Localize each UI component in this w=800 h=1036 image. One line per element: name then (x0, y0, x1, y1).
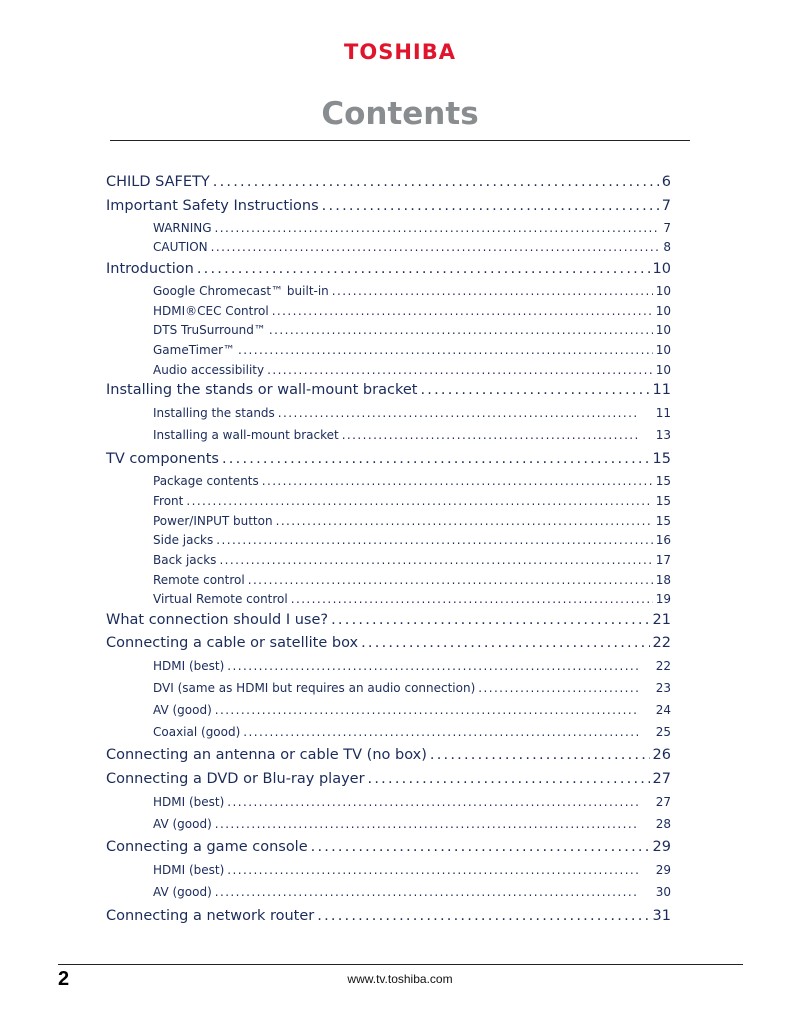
toc-section-entry[interactable] (106, 198, 671, 214)
toc-section-entry[interactable] (106, 771, 671, 787)
toc-section-entry[interactable] (106, 261, 671, 277)
dot-leader (278, 406, 638, 420)
toc-subsection-entry[interactable] (153, 885, 671, 899)
toc-entry-label: HDMI (best) (153, 659, 225, 673)
toc-subsection-entry[interactable] (153, 428, 671, 442)
dot-leader (331, 612, 649, 628)
toc-entry-label: Connecting a cable or satellite box (106, 635, 359, 651)
toc-entry-page: 27 (652, 771, 671, 787)
toc-entry-label: TV components (106, 451, 219, 467)
toc-entry-page: 29 (655, 863, 671, 877)
dot-leader (216, 533, 652, 547)
toc-entry-page: 8 (663, 240, 671, 254)
dot-leader (227, 659, 638, 673)
toc-entry-label: Installing the stands or wall-mount bracket (106, 382, 418, 398)
toc-subsection-entry[interactable] (153, 703, 671, 717)
toc-entry-label: Back jacks (153, 553, 217, 567)
toc-entry-page: 13 (655, 428, 671, 442)
toc-entry-page: 19 (655, 592, 671, 606)
toc-entry-label: Connecting an antenna or cable TV (no box) (106, 747, 427, 763)
toc-section-entry[interactable] (106, 612, 671, 628)
toc-entry-page: 15 (655, 514, 671, 528)
toc-entry-label: WARNING (153, 221, 212, 235)
toc-subsection-entry[interactable] (153, 363, 671, 377)
dot-leader (215, 703, 638, 717)
toc-entry-page: 22 (652, 635, 671, 651)
dot-leader (262, 474, 653, 488)
toc-entry-label: Connecting a game console (106, 839, 308, 855)
toc-entry-label: AV (good) (153, 885, 212, 899)
toc-entry-label: Installing a wall-mount bracket (153, 428, 339, 442)
toc-entry-page: 10 (655, 363, 671, 377)
toc-entry-label: Remote control (153, 573, 245, 587)
dot-leader (332, 284, 653, 298)
toc-section-entry[interactable] (106, 747, 671, 763)
toc-entry-page: 18 (655, 573, 671, 587)
toc-subsection-entry[interactable] (153, 659, 671, 673)
toc-section-entry[interactable] (106, 839, 671, 855)
dot-leader (197, 261, 650, 277)
dot-leader (322, 198, 659, 214)
dot-leader (276, 514, 653, 528)
footer-url: www.tv.toshiba.com (347, 972, 453, 986)
toc-subsection-entry[interactable] (153, 221, 671, 235)
toc-entry-page: 28 (655, 817, 671, 831)
toc-entry-page: 27 (655, 795, 671, 809)
dot-leader (243, 725, 638, 739)
toc-entry-label: Side jacks (153, 533, 214, 547)
dot-leader (342, 428, 638, 442)
toc-entry-page: 25 (655, 725, 671, 739)
dot-leader (267, 363, 653, 377)
dot-leader (238, 343, 653, 357)
toc-entry-label: DTS TruSurround™ (153, 323, 266, 337)
toc-section-entry[interactable] (106, 174, 671, 190)
dot-leader (227, 863, 638, 877)
toc-subsection-entry[interactable] (153, 240, 671, 254)
dot-leader (248, 573, 653, 587)
toc-entry-label: DVI (same as HDMI but requires an audio connection) (153, 681, 476, 695)
dot-leader (215, 221, 661, 235)
toc-entry-label: GameTimer™ (153, 343, 236, 357)
dot-leader (291, 592, 653, 606)
toc-entry-page: 11 (655, 406, 671, 420)
toc-subsection-entry[interactable] (153, 725, 671, 739)
toc-subsection-entry[interactable] (153, 553, 671, 567)
brand-logo: TOSHIBA (344, 40, 456, 64)
dot-leader (215, 885, 638, 899)
toc-entry-page: 24 (655, 703, 671, 717)
dot-leader (211, 240, 661, 254)
toc-entry-label: Package contents (153, 474, 259, 488)
toc-entry-page: 10 (655, 323, 671, 337)
toc-subsection-entry[interactable] (153, 406, 671, 420)
toc-section-entry[interactable] (106, 635, 671, 651)
toc-entry-page: 23 (655, 681, 671, 695)
toc-subsection-entry[interactable] (153, 863, 671, 877)
toc-subsection-entry[interactable] (153, 795, 671, 809)
toc-entry-label: CAUTION (153, 240, 208, 254)
toc-entry-label: Connecting a network router (106, 908, 315, 924)
toc-entry-label: Virtual Remote control (153, 592, 288, 606)
toc-subsection-entry[interactable] (153, 304, 671, 318)
dot-leader (227, 795, 638, 809)
toc-entry-label: HDMI (best) (153, 795, 225, 809)
toc-entry-label: Coaxial (good) (153, 725, 241, 739)
toc-subsection-entry[interactable] (153, 514, 671, 528)
toc-entry-label: What connection should I use? (106, 612, 329, 628)
toc-section-entry[interactable] (106, 908, 671, 924)
toc-entry-page: 16 (655, 533, 671, 547)
toc-entry-label: Connecting a DVD or Blu-ray player (106, 771, 365, 787)
page-number: 2 (58, 968, 70, 990)
toc-entry-page: 26 (652, 747, 671, 763)
dot-leader (219, 553, 652, 567)
toc-subsection-entry[interactable] (153, 323, 671, 337)
toc-entry-label: CHILD SAFETY (106, 174, 210, 190)
toc-entry-label: Front (153, 494, 184, 508)
toc-entry-page: 10 (652, 261, 671, 277)
toc-entry-label: AV (good) (153, 817, 212, 831)
toc-subsection-entry[interactable] (153, 592, 671, 606)
toc-subsection-entry[interactable] (153, 343, 671, 357)
toc-entry-label: Google Chromecast™ built-in (153, 284, 329, 298)
dot-leader (361, 635, 649, 651)
toc-entry-page: 22 (655, 659, 671, 673)
toc-entry-label: Audio accessibility (153, 363, 265, 377)
toc-entry-page: 6 (661, 174, 671, 190)
dot-leader (222, 451, 650, 467)
toc-entry-page: 7 (663, 221, 671, 235)
dot-leader (478, 681, 638, 695)
toc-entry-page: 10 (655, 304, 671, 318)
toc-entry-page: 30 (655, 885, 671, 899)
toc-entry-label: Introduction (106, 261, 194, 277)
dot-leader (368, 771, 650, 787)
toc-subsection-entry[interactable] (153, 494, 671, 508)
toc-section-entry[interactable] (106, 382, 671, 398)
toc-entry-page: 11 (652, 382, 671, 398)
footer-divider (58, 964, 743, 965)
toc-subsection-entry[interactable] (153, 284, 671, 298)
toc-subsection-entry[interactable] (153, 474, 671, 488)
toc-entry-page: 15 (652, 451, 671, 467)
toc-entry-label: HDMI (best) (153, 863, 225, 877)
toc-entry-page: 15 (655, 474, 671, 488)
dot-leader (420, 382, 649, 398)
toc-section-entry[interactable] (106, 451, 671, 467)
dot-leader (311, 839, 650, 855)
toc-subsection-entry[interactable] (153, 573, 671, 587)
dot-leader (317, 908, 649, 924)
toc-entry-page: 31 (652, 908, 671, 924)
toc-entry-label: HDMI®CEC Control (153, 304, 269, 318)
toc-entry-page: 15 (655, 494, 671, 508)
toc-entry-label: Power/INPUT button (153, 514, 273, 528)
toc-entry-page: 29 (652, 839, 671, 855)
toc-entry-label: AV (good) (153, 703, 212, 717)
toc-entry-label: Installing the stands (153, 406, 275, 420)
toc-subsection-entry[interactable] (153, 681, 671, 695)
toc-entry-page: 10 (655, 343, 671, 357)
toc-entry-page: 17 (655, 553, 671, 567)
toc-entry-label: Important Safety Instructions (106, 198, 319, 214)
dot-leader (215, 817, 638, 831)
dot-leader (272, 304, 653, 318)
dot-leader (269, 323, 653, 337)
toc-subsection-entry[interactable] (153, 533, 671, 547)
dot-leader (186, 494, 652, 508)
toc-entry-page: 7 (661, 198, 671, 214)
toc-subsection-entry[interactable] (153, 817, 671, 831)
page-title: Contents (321, 96, 479, 132)
toc-entry-page: 10 (655, 284, 671, 298)
toc-entry-page: 21 (652, 612, 671, 628)
dot-leader (430, 747, 650, 763)
dot-leader (213, 174, 659, 190)
